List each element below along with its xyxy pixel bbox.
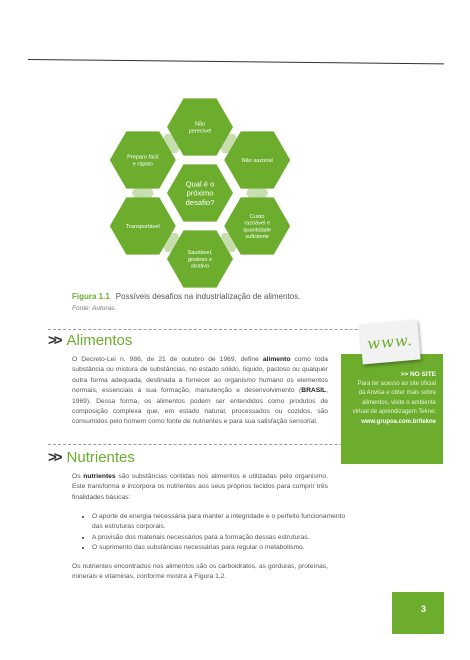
alimentos-paragraph [72,355,328,428]
site-heading: >> NO SITE [400,371,436,378]
challenge-hexagon-label: razoável e [244,220,271,227]
list-item: • O suprimento das substâncias necessárias para regular o metabolismo. [92,543,348,553]
section-heading-alimentos [48,332,132,349]
challenge-hexagon-label: gostoso e [187,257,213,263]
bold-term-brasil: BRASIL [301,387,327,395]
www-sticky-note [359,320,420,365]
challenge-hexagon-label: Não [194,121,206,128]
text-run: como toda substância ou mistura de substâncias, no estado sólido, líquido, pastoso ou qualquer outra forma adequada, destinada a fornecer ao organismo humano os elementos normais, essenciais a sua formação, manutenção e desenvolvimento ( [72,356,328,395]
text-run: Os [72,473,84,480]
challenge-hexagon-label: atrativo [190,263,210,270]
list-item: • O aporte de energia necessária para manter a integridade e o perfeito funcionamento das estruturas corporais. [92,512,348,533]
double-chevron-icon: >> [48,332,60,349]
challenge-hexagon-label: Preparo fácil [127,154,159,161]
bold-term-alimento: alimento [262,356,291,363]
center-hexagon-label: desafio? [185,197,215,207]
figure-source: Fonte: Autoras. [72,305,117,312]
closing-paragraph: Os nutrientes encontrados nos alimentos são os carboidratos, as gorduras, proteínas, minerais e vitaminas, conforme mostra a Figura 1.2. [72,563,328,581]
section-title: Alimentos [66,332,133,349]
challenge-hexagon-label: suficiente [245,234,270,240]
figure-caption [72,292,300,301]
site-url-link[interactable]: www.grupoa.com.br/tekne [361,418,436,425]
challenge-hexagon-label: Custo [249,213,265,220]
challenge-hexagon-label: Saudável, [187,250,213,257]
hexagon-diagram [100,95,300,290]
site-callout-text [350,370,436,428]
site-description: Para ter acesso ao site oficial da Anvisa e obter mais sobre alimentos, visite o ambiente virtual de aprendizagem Tekne: [352,380,436,416]
challenge-hexagon-label: quantidade [243,227,272,234]
center-hexagon-label: próximo [186,188,214,198]
section-title: Nutrientes [66,449,135,466]
challenge-hexagon-label: perecível [188,128,212,135]
www-label: www. [366,331,414,353]
text-run: , 1969). Dessa forma, os alimentos podem ser entendidos como produtos de composição complexa que, em estado natural, processados ou cozidos, são consumidos pelo homem como fonte de nutrientes e para sua satisfação sensorial. [72,387,328,426]
center-hexagon-label: Qual é o [185,179,215,189]
list-item: • A provisão dos materiais necessários para a formação dessas estruturas. [92,533,348,543]
challenge-hexagon-label: Não sazonal [241,158,273,164]
challenge-hexagon-label: e rápido [132,161,153,168]
text-run: O Decreto-Lei n. 986, de 21 de outubro de 1969, define [72,356,263,363]
page-number: 3 [420,604,426,614]
challenge-hexagon-label: Transportável [125,224,160,230]
double-chevron-icon: >> [48,449,60,466]
text-run: são substâncias contidas nos alimentos e utilizadas pelo organismo. Este transforma e incorpora os nutrientes aos seus próprios tecidos para cumprir três finalidades básicas: [72,473,328,501]
page-number-tab [392,592,444,634]
bold-term-nutrientes: nutrientes [83,473,116,480]
figure-label: Figura 1.1 [72,292,110,301]
nutrientes-paragraph [72,472,328,503]
section-heading-nutrientes [48,449,135,466]
bullet-list [72,512,348,554]
figure-caption-text: Possíveis desafios na industrialização de alimentos. [115,292,301,301]
top-rule [28,59,444,64]
